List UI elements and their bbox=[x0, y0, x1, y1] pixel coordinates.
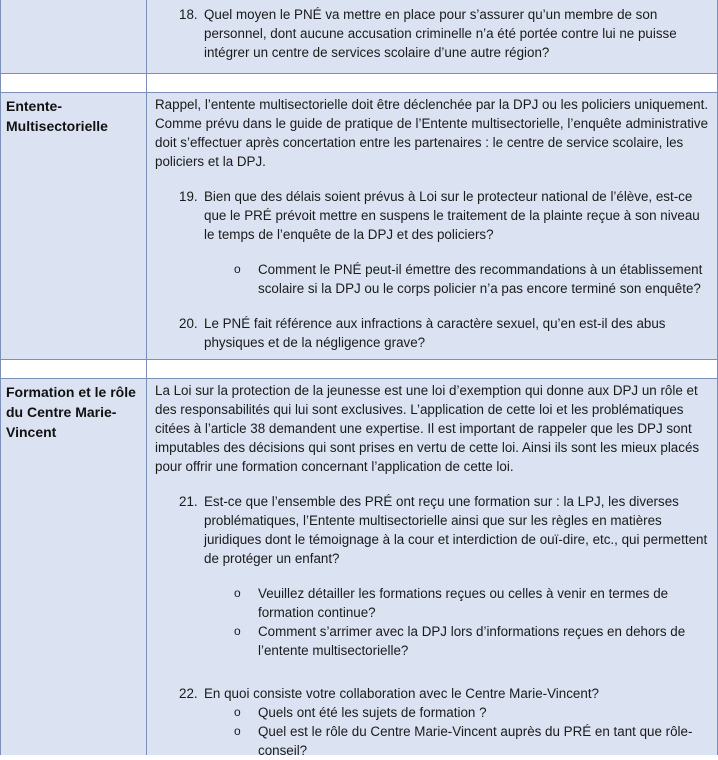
question-text: Est-ce que l’ensemble des PRÉ ont reçu une formation sur : la LPJ, les diverses problématiques, l’Entente multisectorielle ainsi que sur les règles en matières juridiques dont le témoignage à la cour et interdiction de ouï-dire, etc., qui permettent de protéger un enfant? bbox=[204, 494, 708, 566]
section-intro: La Loi sur la protection de la jeunesse est une loi d’exemption qui donne aux DPJ un rôle et des responsabilités qui lui sont exclusives. L’application de cette loi et les problématiques citées à l’article 38 demandent une expertise. Il est important de rappeler que les DPJ sont imputables des décisions qui sont prises en vertu de cette loi. Ainsi ils sont les mieux placés pour offrir une formation concernant l’application de cette loi. bbox=[155, 383, 700, 474]
table-row bbox=[0, 93, 718, 360]
question-text: Le PNÉ fait référence aux infractions à caractère sexuel, qu’en est-il des abus physiques et de la négligence grave? bbox=[204, 316, 666, 350]
sub-question-text: Comment s’arrimer avec la DPJ lors d’informations reçues en dehors de l’entente multisectorielle? bbox=[258, 624, 686, 658]
question-number: 20. bbox=[179, 316, 198, 331]
question-number: 22. bbox=[179, 686, 198, 701]
sub-question bbox=[155, 260, 711, 298]
spacer-left-cell bbox=[1, 360, 147, 378]
row-content-cell bbox=[148, 379, 717, 758]
row-label-cell bbox=[1, 93, 147, 359]
row-content-cell bbox=[148, 93, 717, 359]
row-label-cell bbox=[1, 379, 147, 755]
row-label-cell bbox=[1, 0, 147, 73]
bullet-icon: o bbox=[234, 624, 241, 638]
row-label: Entente-Multisectorielle bbox=[6, 98, 108, 134]
question-21 bbox=[155, 492, 711, 568]
question-text: Quel moyen le PNÉ va mettre en place pour s’assurer qu’un membre de son personnel, dont aucune accusation criminelle n’a été portée contre lui ne puisse intégrer un centre de services scolaire d’une autre région? bbox=[204, 7, 677, 60]
sub-question bbox=[155, 703, 711, 722]
question-number: 21. bbox=[179, 494, 198, 509]
bullet-icon: o bbox=[234, 586, 241, 600]
question-number: 19. bbox=[179, 189, 198, 204]
question-text: Bien que des délais soient prévus à Loi sur le protecteur national de l’élève, est-ce que le PRÉ prévoit mettre en suspens le traitement de la plainte reçue à son niveau le temps de l’enquête de la DPJ et des policiers? bbox=[204, 189, 700, 242]
spacer-row bbox=[0, 74, 718, 93]
sub-question bbox=[155, 722, 711, 760]
question-number: 18. bbox=[179, 7, 198, 22]
question-20 bbox=[155, 314, 711, 352]
table-row bbox=[0, 0, 718, 74]
row-label: Formation et le rôle du Centre Marie-Vincent bbox=[6, 384, 136, 440]
bullet-icon: o bbox=[234, 705, 241, 719]
bullet-icon: o bbox=[234, 262, 241, 276]
spacer-right-cell bbox=[148, 74, 717, 92]
sub-question-text: Quel est le rôle du Centre Marie-Vincent auprès du PRÉ en tant que rôle-conseil? bbox=[258, 724, 693, 758]
sub-question-text: Comment le PNÉ peut-il émettre des recommandations à un établissement scolaire si la DPJ ou le corps policier n’a pas encore terminé son enquête? bbox=[258, 262, 703, 296]
question-22 bbox=[155, 684, 711, 703]
sub-question-text: Veuillez détailler les formations reçues ou celles à venir en termes de formation continue? bbox=[258, 586, 669, 620]
question-19 bbox=[155, 187, 711, 244]
spacer-right-cell bbox=[148, 360, 717, 378]
question-text: En quoi consiste votre collaboration avec le Centre Marie-Vincent? bbox=[204, 686, 599, 701]
sub-question bbox=[155, 622, 711, 660]
bullet-icon: o bbox=[234, 724, 241, 738]
question-18 bbox=[155, 5, 711, 62]
spacer-left-cell bbox=[1, 74, 147, 92]
sub-question bbox=[155, 584, 711, 622]
table-row bbox=[0, 379, 718, 758]
section-intro: Rappel, l’entente multisectorielle doit être déclenchée par la DPJ ou les policiers uniquement. Comme prévu dans le guide de pratique de l’Entente multisectorielle, l’enquête administrative doit s’effectuer après concertation entre les partenaires : le centre de service scolaire, les policiers et la DPJ. bbox=[155, 97, 709, 169]
spacer-row bbox=[0, 360, 718, 379]
row-content-cell bbox=[148, 0, 717, 73]
sub-question-text: Quels ont été les sujets de formation ? bbox=[258, 705, 487, 720]
